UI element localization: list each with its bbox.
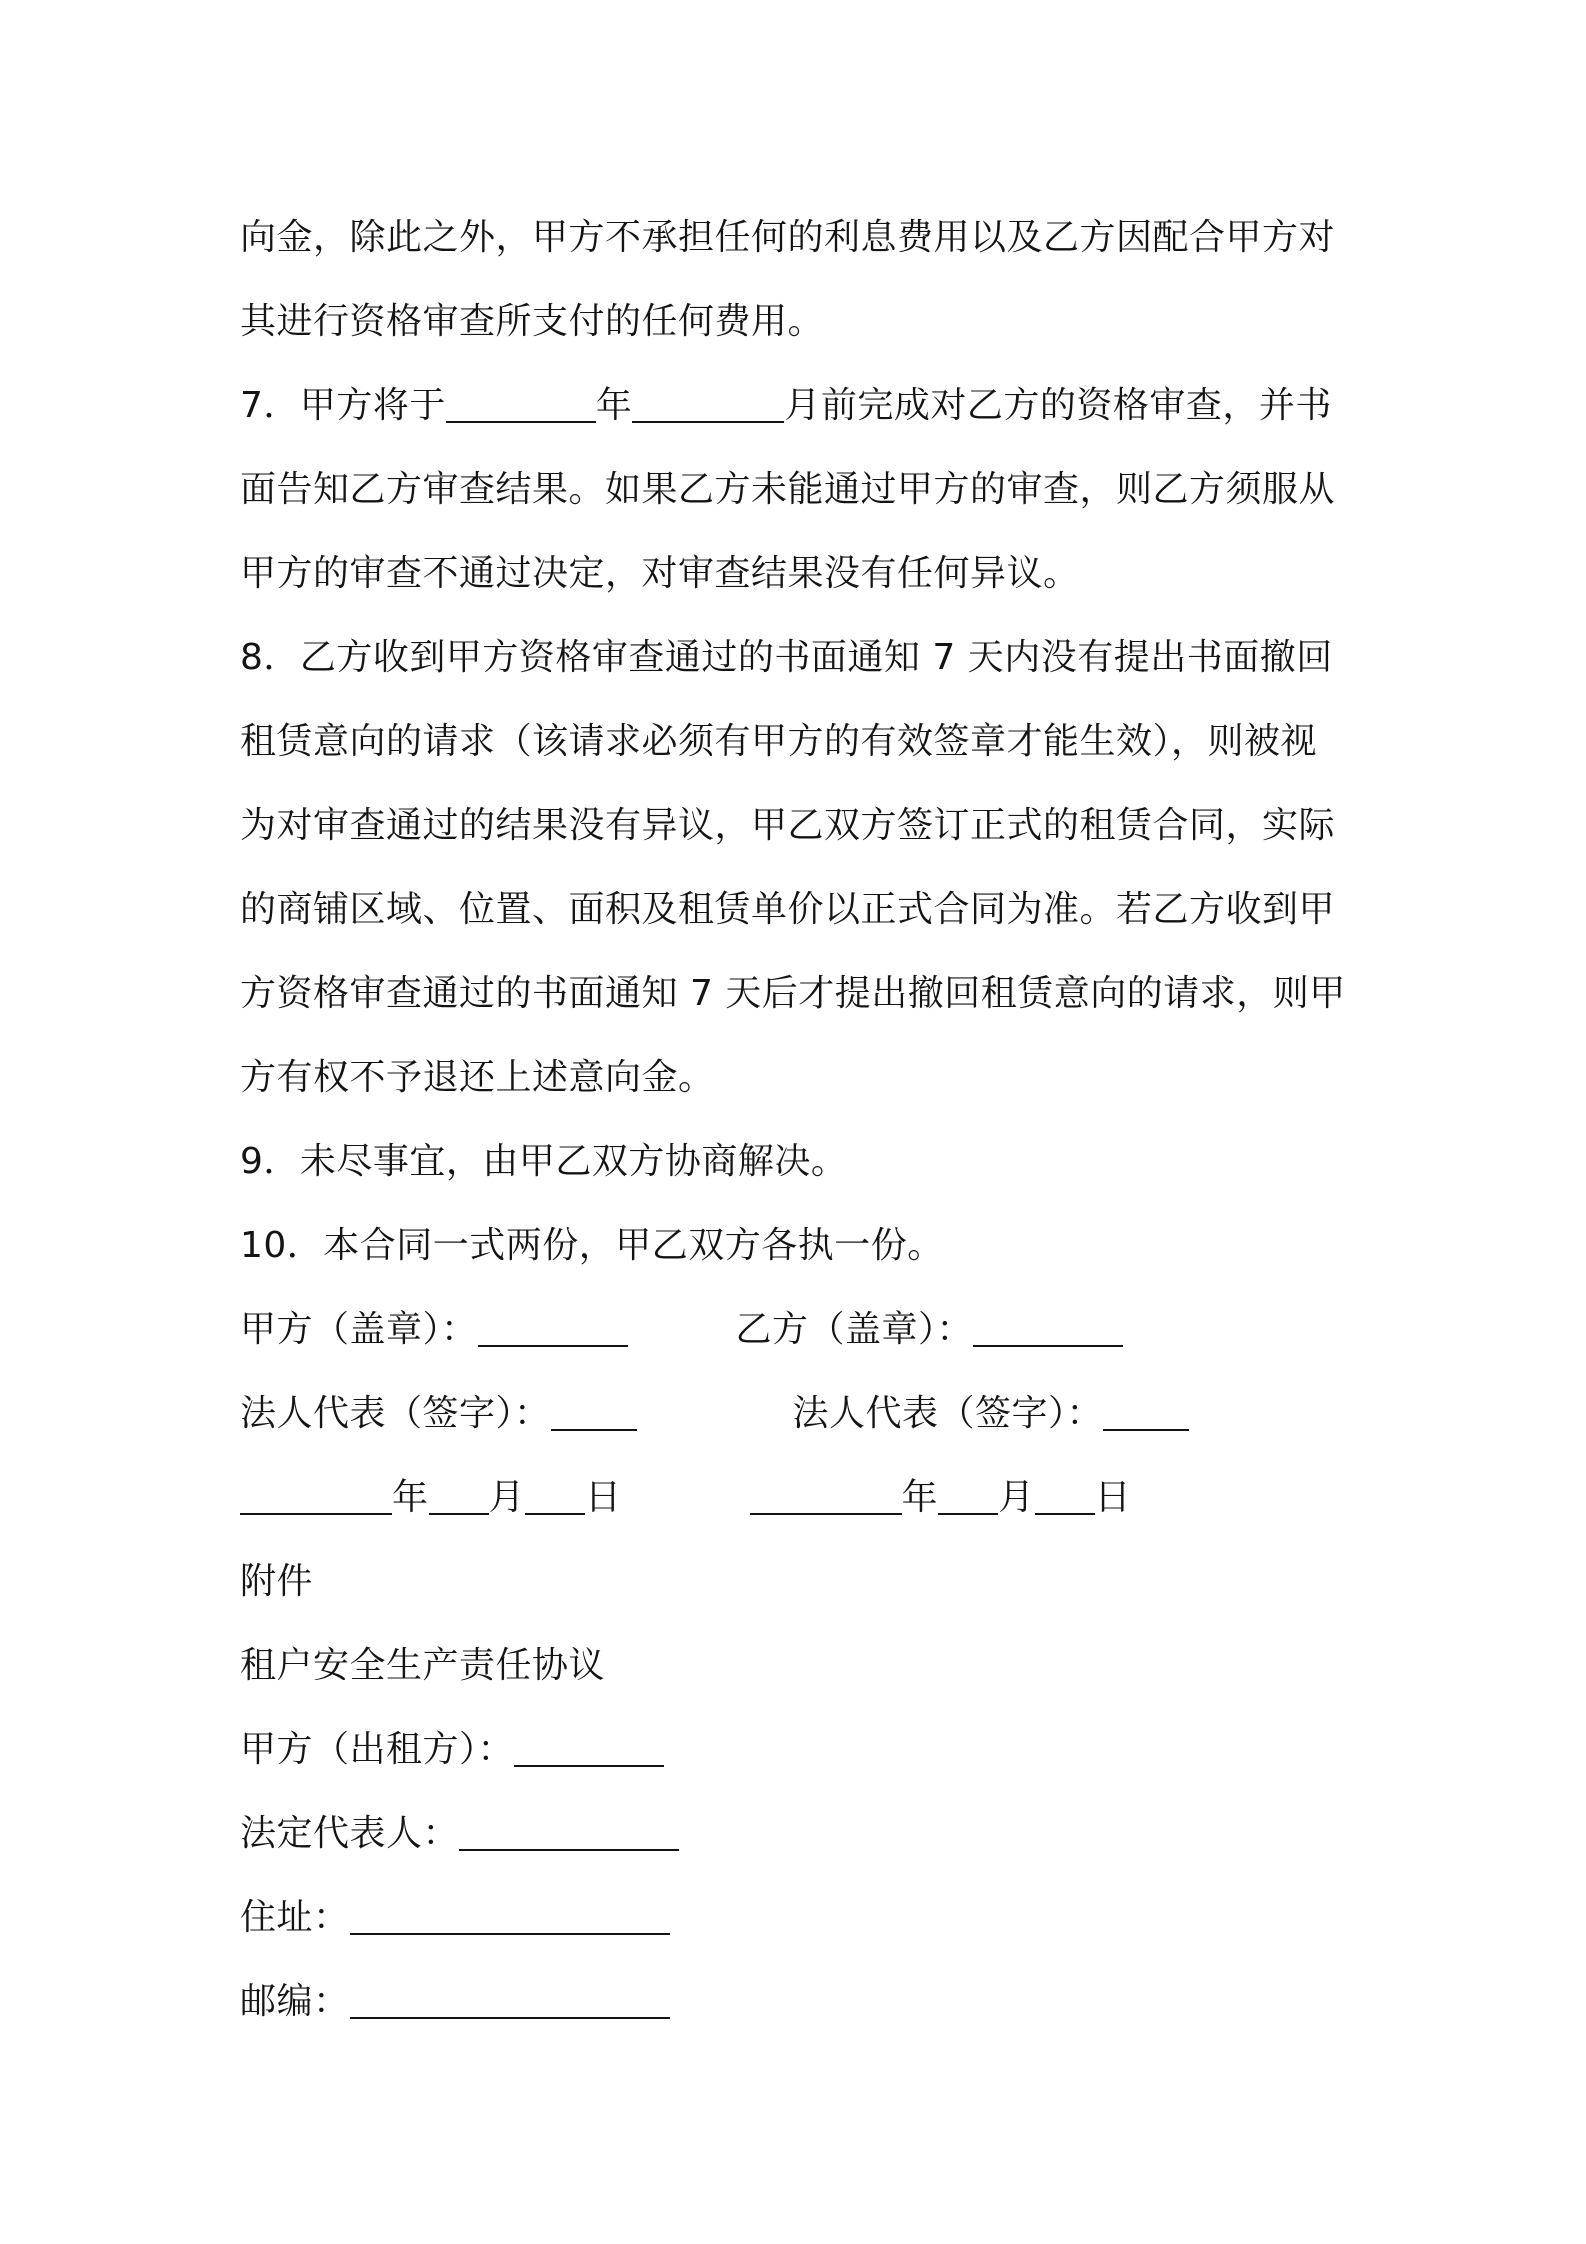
date-b-month: 月: [998, 1477, 1035, 1518]
paragraph-8-line-6: 方有权不予退还上述意向金。: [240, 1057, 715, 1098]
date-b-year-blank: [750, 1473, 902, 1515]
postcode-blank: [350, 1977, 670, 2019]
legal-rep-b-label: 法人代表（签字）：: [792, 1393, 1104, 1434]
attachment-label: 附件: [240, 1561, 314, 1602]
date-a-month: 月: [488, 1477, 526, 1518]
seal-line: [240, 1288, 1360, 1372]
legal-rep-line: [240, 1372, 1360, 1456]
party-b-seal-label: 乙方（盖章）：: [735, 1309, 974, 1350]
paragraph-8-line-2: 租赁意向的请求（该请求必须有甲方的有效签章才能生效），则被视: [240, 721, 1318, 762]
date-a-day-blank: [525, 1473, 585, 1515]
address-blank: [350, 1893, 670, 1935]
lessor-label: 甲方（出租方）：: [240, 1729, 515, 1770]
date-a-month-blank: [429, 1473, 489, 1515]
date-b-day: 日: [1094, 1477, 1132, 1518]
date-a-year: 年: [392, 1477, 429, 1518]
lessor-blank: [514, 1725, 664, 1767]
paragraph-9: 9．未尽事宜，由甲乙双方协商解决。: [240, 1141, 848, 1182]
date-line: [240, 1456, 1360, 1540]
address-label: 住址：: [240, 1897, 350, 1938]
date-b-year: 年: [901, 1477, 939, 1518]
paragraph-7-year: 年: [595, 385, 633, 426]
legal-representative-line: [240, 1792, 1360, 1876]
date-a-day: 日: [585, 1477, 622, 1518]
paragraph-7-line-2: 面告知乙方审查结果。如果乙方未能通过甲方的审查，则乙方须服从: [240, 469, 1336, 510]
lessor-line: [240, 1708, 1360, 1792]
paragraph-8-line-5: 方资格审查通过的书面通知 7 天后才提出撤回租赁意向的请求，则甲: [240, 973, 1346, 1014]
paragraph-8-line-1: 8．乙方收到甲方资格审查通过的书面通知 7 天内没有提出书面撤回: [240, 637, 1333, 678]
party-a-seal-blank: [478, 1305, 628, 1347]
legal-rep-a-label: 法人代表（签字）：: [240, 1393, 551, 1434]
postcode-label: 邮编：: [240, 1981, 350, 2022]
year-blank: [446, 381, 596, 423]
paragraph-7-line-1: [240, 364, 1360, 448]
legal-representative-blank: [459, 1809, 679, 1851]
paragraph-8-line-3: 为对审查通过的结果没有异议，甲乙双方签订正式的租赁合同，实际: [240, 805, 1336, 846]
party-a-seal-label: 甲方（盖章）：: [240, 1309, 478, 1350]
date-b-month-blank: [938, 1473, 998, 1515]
paragraph-6-line-2: 其进行资格审查所支付的任何费用。: [240, 301, 825, 342]
paragraph-7-line-3: 甲方的审查不通过决定，对审查结果没有任何异议。: [240, 553, 1080, 594]
attachment-title: 租户安全生产责任协议: [240, 1645, 606, 1686]
month-blank: [632, 381, 784, 423]
legal-representative-label: 法定代表人：: [240, 1813, 460, 1854]
legal-rep-b-blank: [1103, 1389, 1189, 1431]
party-b-seal-blank: [973, 1305, 1123, 1347]
document-body: [240, 196, 1360, 2044]
postcode-line: [240, 1960, 1360, 2044]
address-line: [240, 1876, 1360, 1960]
legal-rep-a-blank: [551, 1389, 637, 1431]
paragraph-10: 10．本合同一式两份，甲乙双方各执一份。: [240, 1225, 944, 1266]
paragraph-7-month-after: 月前完成对乙方的资格审查，并书: [784, 385, 1332, 426]
paragraph-7-start: 7．甲方将于: [240, 385, 446, 426]
date-b-day-blank: [1035, 1473, 1095, 1515]
date-a-year-blank: [240, 1473, 392, 1515]
paragraph-6-line-1: 向金，除此之外，甲方不承担任何的利息费用以及乙方因配合甲方对: [240, 217, 1336, 258]
paragraph-8-line-4: 的商铺区域、位置、面积及租赁单价以正式合同为准。若乙方收到甲: [240, 889, 1336, 930]
